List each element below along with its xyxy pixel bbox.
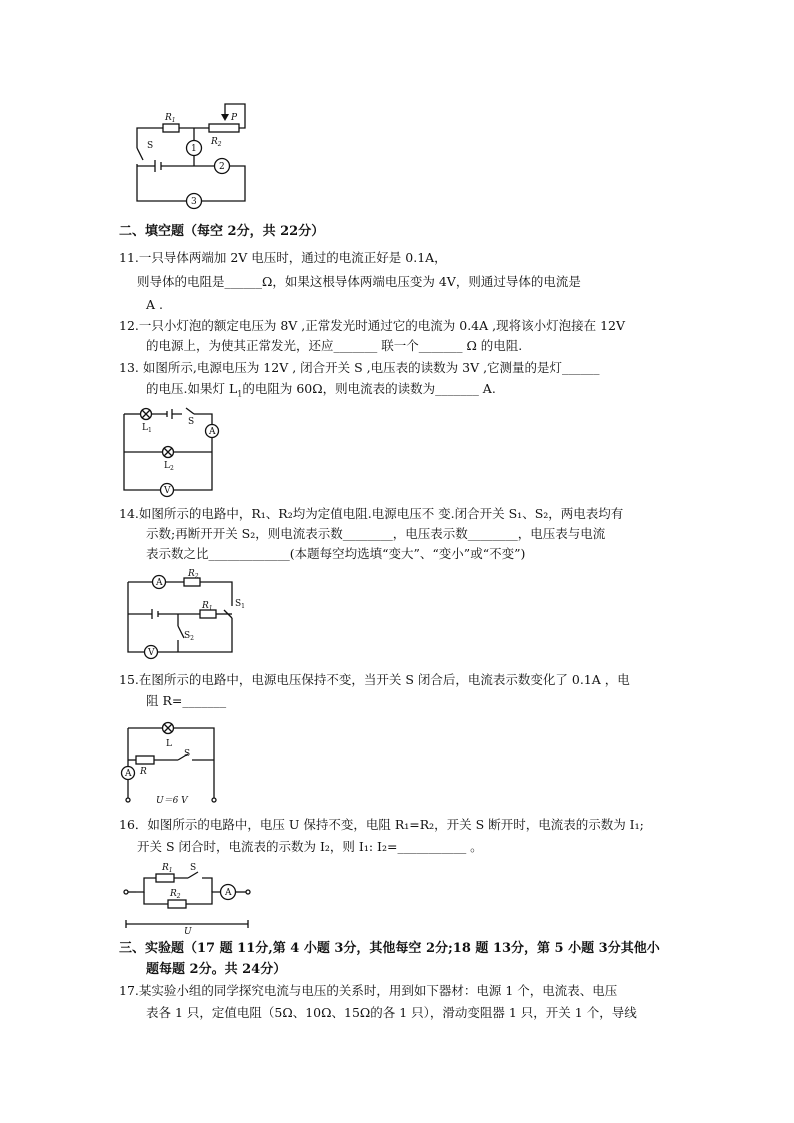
resistor-r2 (168, 900, 186, 908)
figure-1-circuit (125, 100, 255, 215)
label-r: R (140, 767, 147, 777)
label-s2: $S_2$ (184, 631, 194, 642)
q16-line-1: 16．如图所示的电路中，电压 U 保持不变，电阻 R₁=R₂，开关 S 断开时，电流表的示数为 I₁; (119, 817, 644, 832)
label-a: A (225, 888, 232, 898)
label-s: S (184, 749, 191, 759)
label-u: U (184, 927, 192, 937)
label-s1: $S_1$ (235, 599, 245, 610)
q15-line-1: 15.在图所示的电路中，电源电压保持不变，当开关 S 闭合后，电流表示数变化了 0.1A ，电 (119, 672, 630, 687)
label-r1: $R_1$ (202, 601, 213, 612)
q17-line-1: 17.某实验小组的同学探究电流与电压的关系时，用到如下器材：电源 1 个，电流表、电压 (119, 983, 618, 998)
label-r2: $R_2$ (170, 889, 181, 900)
label-meter-2: 2 (219, 162, 225, 172)
label-r1: $R_1$ (162, 863, 173, 874)
q12-line-1: 12.一只小灯泡的额定电压为 8V ,正常发光时通过它的电流为 0.4A ,现将该小灯泡接在 12V (119, 318, 626, 333)
label-a: A (209, 427, 216, 437)
label-s: S (190, 863, 197, 873)
q16-line-2: 开关 S 闭合时，电流表的示数为 I₂，则 I₁: I₂=___________ 。 (137, 839, 483, 854)
section-3-heading-line-2: 题每题 2分。共 24分） (146, 962, 287, 977)
figure-16-circuit (118, 858, 258, 938)
resistor-r1 (163, 124, 179, 132)
label-v: V (164, 486, 171, 496)
q11-line-2: 则导体的电阻是______Ω，如果这根导体两端电压变为 4V，则通过导体的电流是 (137, 274, 581, 289)
label-s: S (147, 141, 154, 151)
label-v: V (148, 648, 155, 658)
q14-line-1: 14.如图所示的电路中，R₁、R₂均为定值电阻.电源电压不 变.闭合开关 S₁、S₂，两电表均有 (119, 506, 624, 521)
label-meter-1: 1 (191, 144, 197, 154)
label-r1: $R_1$ (165, 113, 176, 124)
q13-line-2: 的电压.如果灯 $L_1$的电阻为 60Ω，则电流表的读数为_______ A. (146, 381, 496, 399)
q12-line-2: 的电源上，为使其正常发光，还应_______ 联一个_______ Ω 的电阻. (146, 338, 523, 353)
q15-line-2: 阻 R=_______ (146, 693, 227, 708)
resistor-r1 (156, 874, 174, 882)
label-u: U＝6 V (156, 796, 188, 806)
resistor-r (136, 756, 154, 764)
q14-line-2: 示数;再断开开关 S₂，则电流表示数________，电压表示数________，电压表与电流 (146, 526, 606, 541)
section-2-heading: 二、填空题（每空 2分，共 22分） (119, 224, 325, 239)
section-3-heading-line-1: 三、实验题（17 题 11分,第 4 小题 3分，其他每空 2分;18 题 13分，第 5 小题 3分其他小 (119, 941, 660, 956)
label-meter-3: 3 (191, 197, 197, 207)
figure-13-circuit (118, 404, 228, 499)
rheostat-r2 (209, 124, 239, 132)
label-s: S (188, 417, 195, 427)
q11-line-1: 11.一只导体两端加 2V 电压时，通过的电流正好是 0.1A， (119, 250, 447, 265)
label-r2: $R_2$ (211, 137, 222, 148)
label-l2: $L_2$ (164, 461, 174, 472)
figure-15-circuit (118, 716, 228, 806)
label-l1: $L_1$ (142, 423, 152, 434)
q17-line-2: 表各 1 只，定值电阻（5Ω、10Ω、15Ω的各 1 只），滑动变阻器 1 只，开关 1 个，导线 (146, 1005, 637, 1020)
q11-line-3: A . (146, 297, 163, 312)
label-r2: $R_2$ (188, 569, 199, 580)
label-a: A (156, 578, 163, 588)
label-l: L (166, 739, 172, 749)
label-p: P (231, 113, 238, 123)
q14-line-3: 表示数之比_____________(本题每空均选填“变大”、“变小”或“不变”) (146, 546, 526, 561)
figure-14-circuit (118, 570, 248, 665)
q13-line-1: 13. 如图所示,电源电压为 12V , 闭合开关 S ,电压表的读数为 3V ,它测量的是灯______ (119, 360, 600, 375)
label-a: A (125, 769, 132, 779)
